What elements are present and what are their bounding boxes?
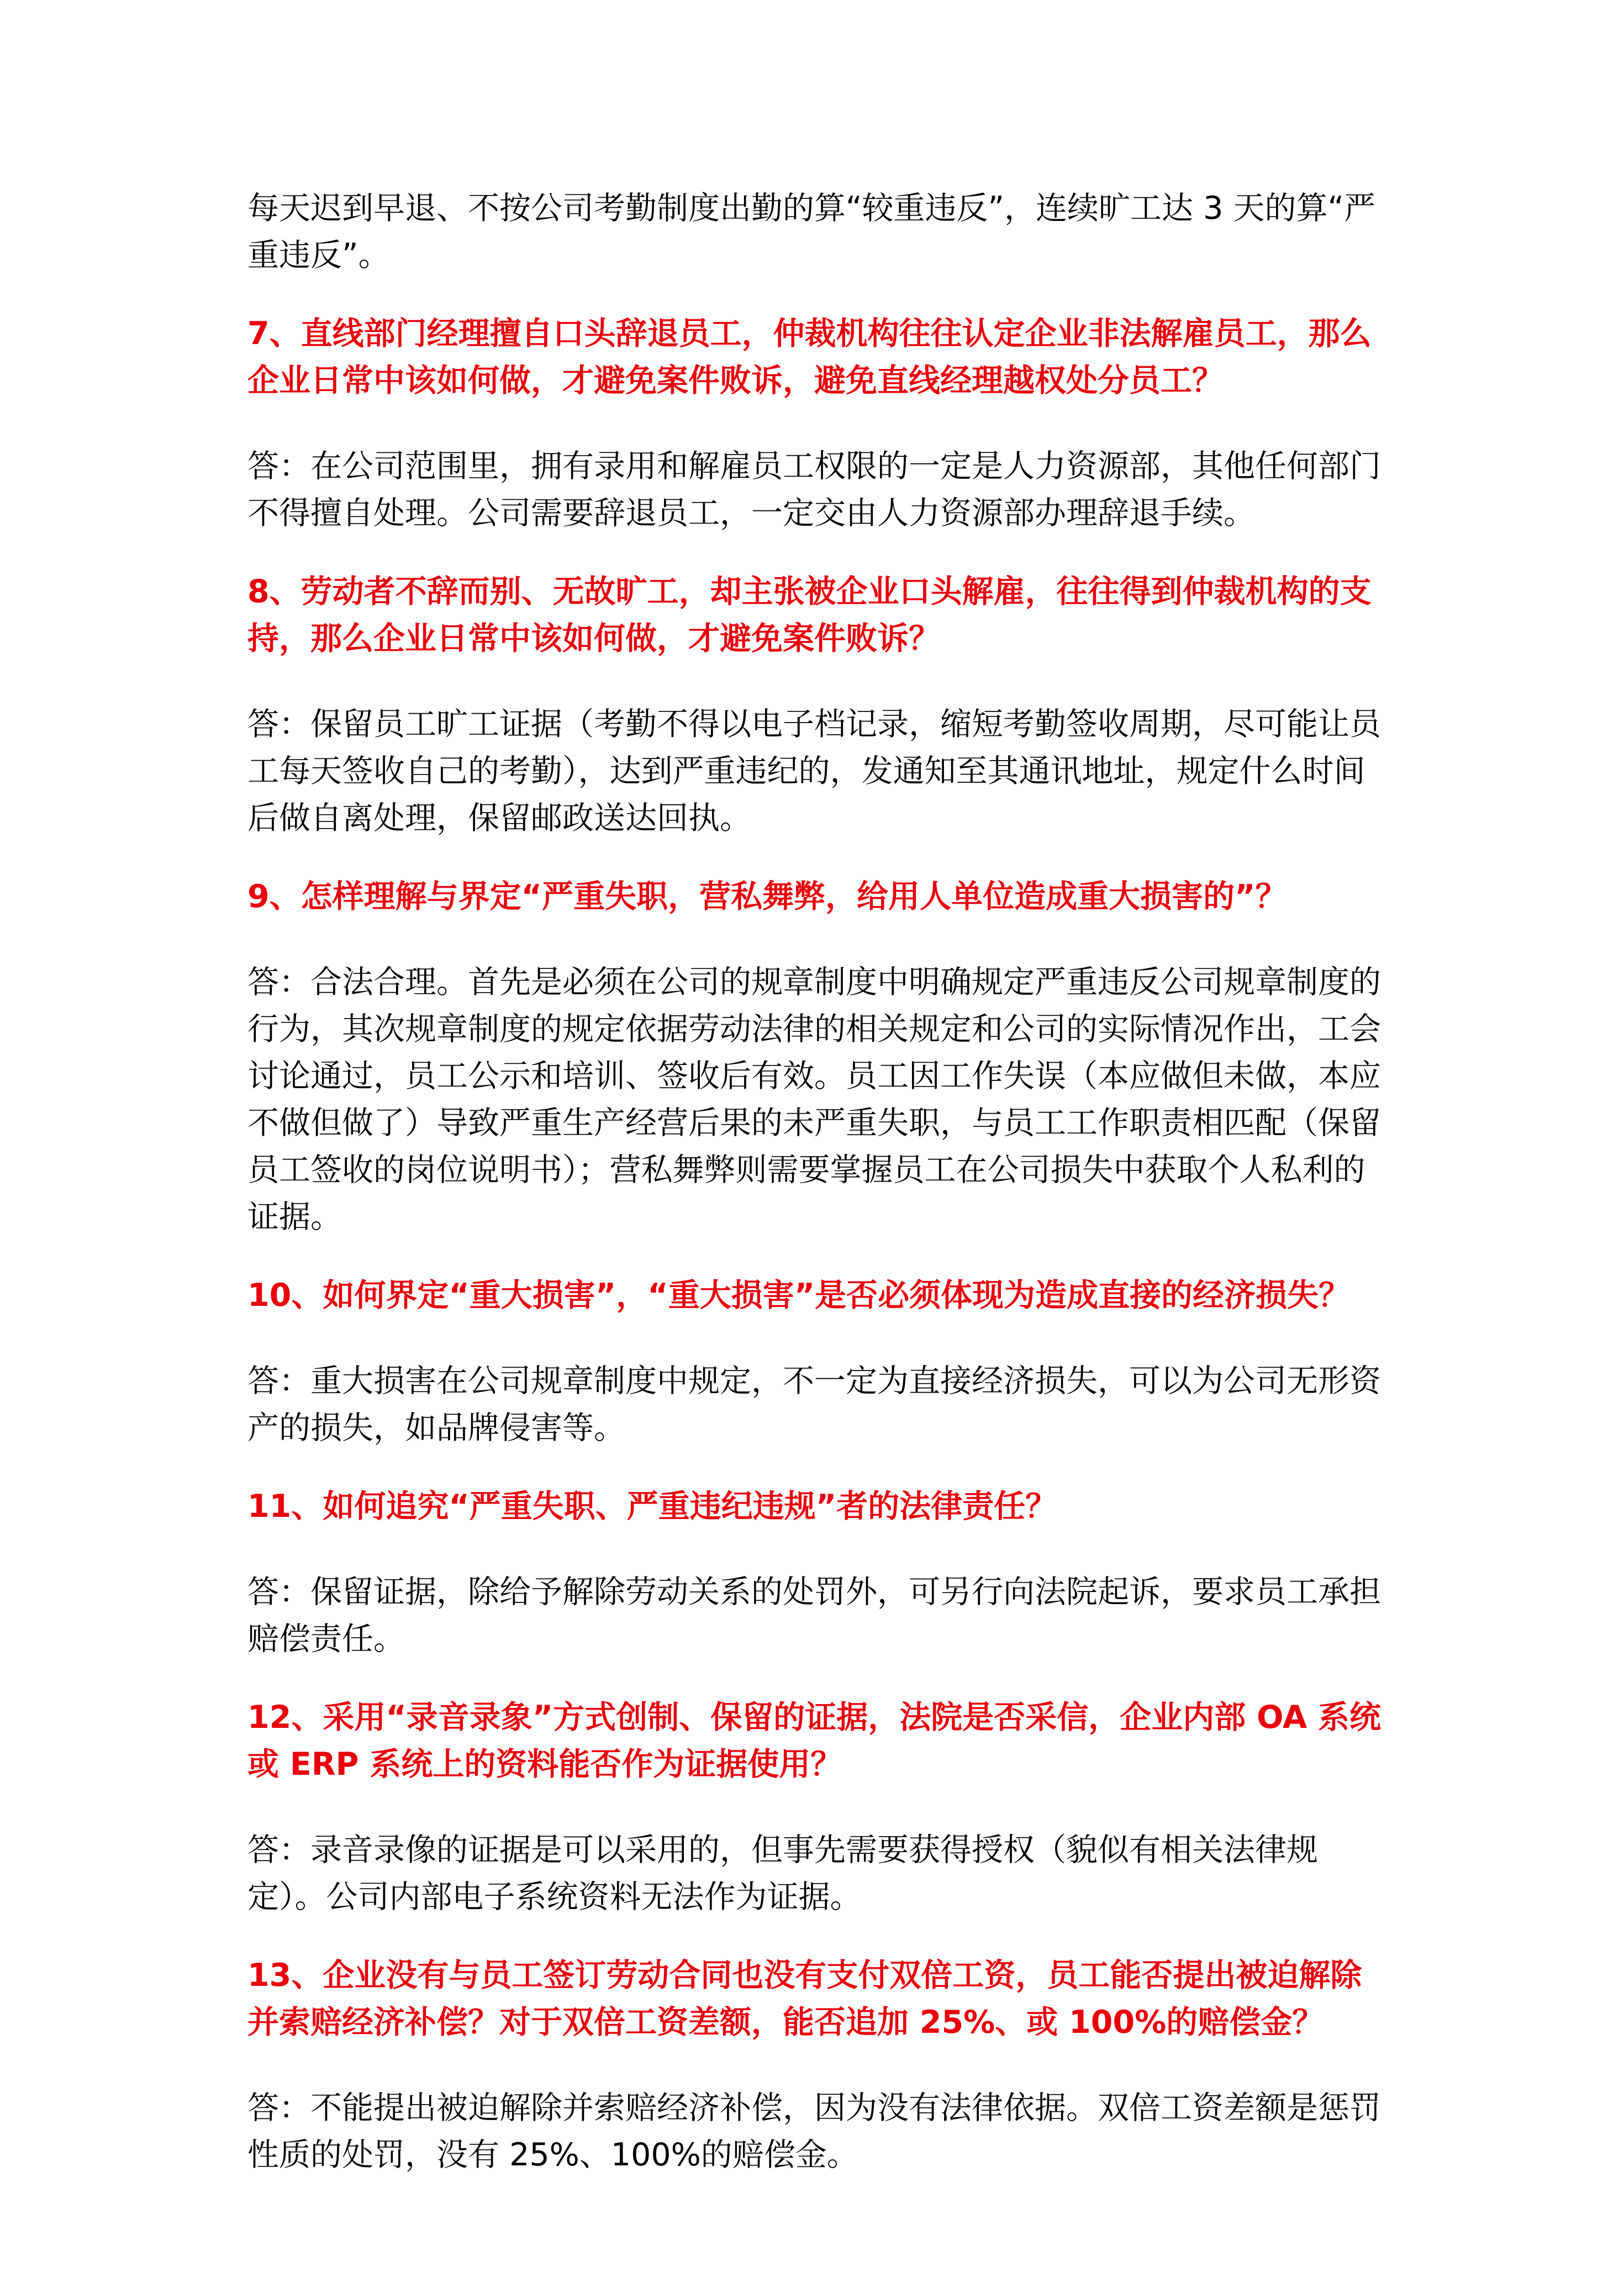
question-11: 11、如何追究“严重失职、严重违纪违规”者的法律责任？ bbox=[247, 1488, 1057, 1525]
question-13: 13、企业没有与员工签订劳动合同也没有支付双倍工资，员工能否提出被迫解除并索赔经济补偿？对于双倍工资差额，能否追加 25%、或 100%的赔偿金？ bbox=[247, 1957, 1362, 2041]
answer-12: 答：录音录像的证据是可以采用的，但事先需要获得授权（貌似有相关法律规定）。公司内部电子系统资料无法作为证据。 bbox=[247, 1832, 1318, 1915]
question-12: 12、采用“录音录象”方式创制、保留的证据，法院是否采信，企业内部 OA 系统或 ERP 系统上的资料能否作为证据使用？ bbox=[247, 1699, 1381, 1783]
intro-paragraph: 每天迟到早退、不按公司考勤制度出勤的算“较重违反”，连续旷工达 3 天的算“严重违反”。 bbox=[247, 190, 1376, 273]
question-10: 10、如何界定“重大损害”，“重大损害”是否必须体现为造成直接的经济损失？ bbox=[247, 1277, 1351, 1314]
answer-8: 答：保留员工旷工证据（考勤不得以电子档记录，缩短考勤签收周期，尽可能让员工每天签收自己的考勤），达到严重违纪的，发通知至其通讯地址，规定什么时间后做自离处理，保留邮政送达回执。 bbox=[247, 706, 1381, 836]
answer-11: 答：保留证据，除给予解除劳动关系的处罚外，可另行向法院起诉，要求员工承担赔偿责任。 bbox=[247, 1574, 1381, 1657]
answer-7: 答：在公司范围里，拥有录用和解雇员工权限的一定是人力资源部，其他任何部门不得擅自处理。公司需要辞退员工，一定交由人力资源部办理辞退手续。 bbox=[247, 448, 1381, 531]
question-7: 7、直线部门经理擅自口头辞退员工，仲裁机构往往认定企业非法解雇员工，那么企业日常中该如何做，才避免案件败诉，避免直线经理越权处分员工？ bbox=[247, 315, 1372, 399]
document-body bbox=[247, 185, 1390, 2179]
answer-9: 答：合法合理。首先是必须在公司的规章制度中明确规定严重违反公司规章制度的行为，其次规章制度的规定依据劳动法律的相关规定和公司的实际情况作出，工会讨论通过，员工公示和培训、签收后有效。员工因工作失误（本应做但未做，本应不做但做了）导致严重生产经营后果的未严重失职，与员工工作职责相匹配（保留员工签收的岗位说明书）；营私舞弊则需要掌握员工在公司损失中获取个人私利的证据。 bbox=[247, 964, 1381, 1235]
question-8: 8、劳动者不辞而别、无故旷工，却主张被企业口头解雇，往往得到仲裁机构的支持，那么企业日常中该如何做，才避免案件败诉？ bbox=[247, 573, 1372, 657]
answer-10: 答：重大损害在公司规章制度中规定，不一定为直接经济损失，可以为公司无形资产的损失，如品牌侵害等。 bbox=[247, 1363, 1381, 1446]
answer-13: 答：不能提出被迫解除并索赔经济补偿，因为没有法律依据。双倍工资差额是惩罚性质的处罚，没有 25%、100%的赔偿金。 bbox=[247, 2090, 1381, 2173]
question-9: 9、怎样理解与界定“严重失职，营私舞弊，给用人单位造成重大损害的”？ bbox=[247, 878, 1287, 915]
